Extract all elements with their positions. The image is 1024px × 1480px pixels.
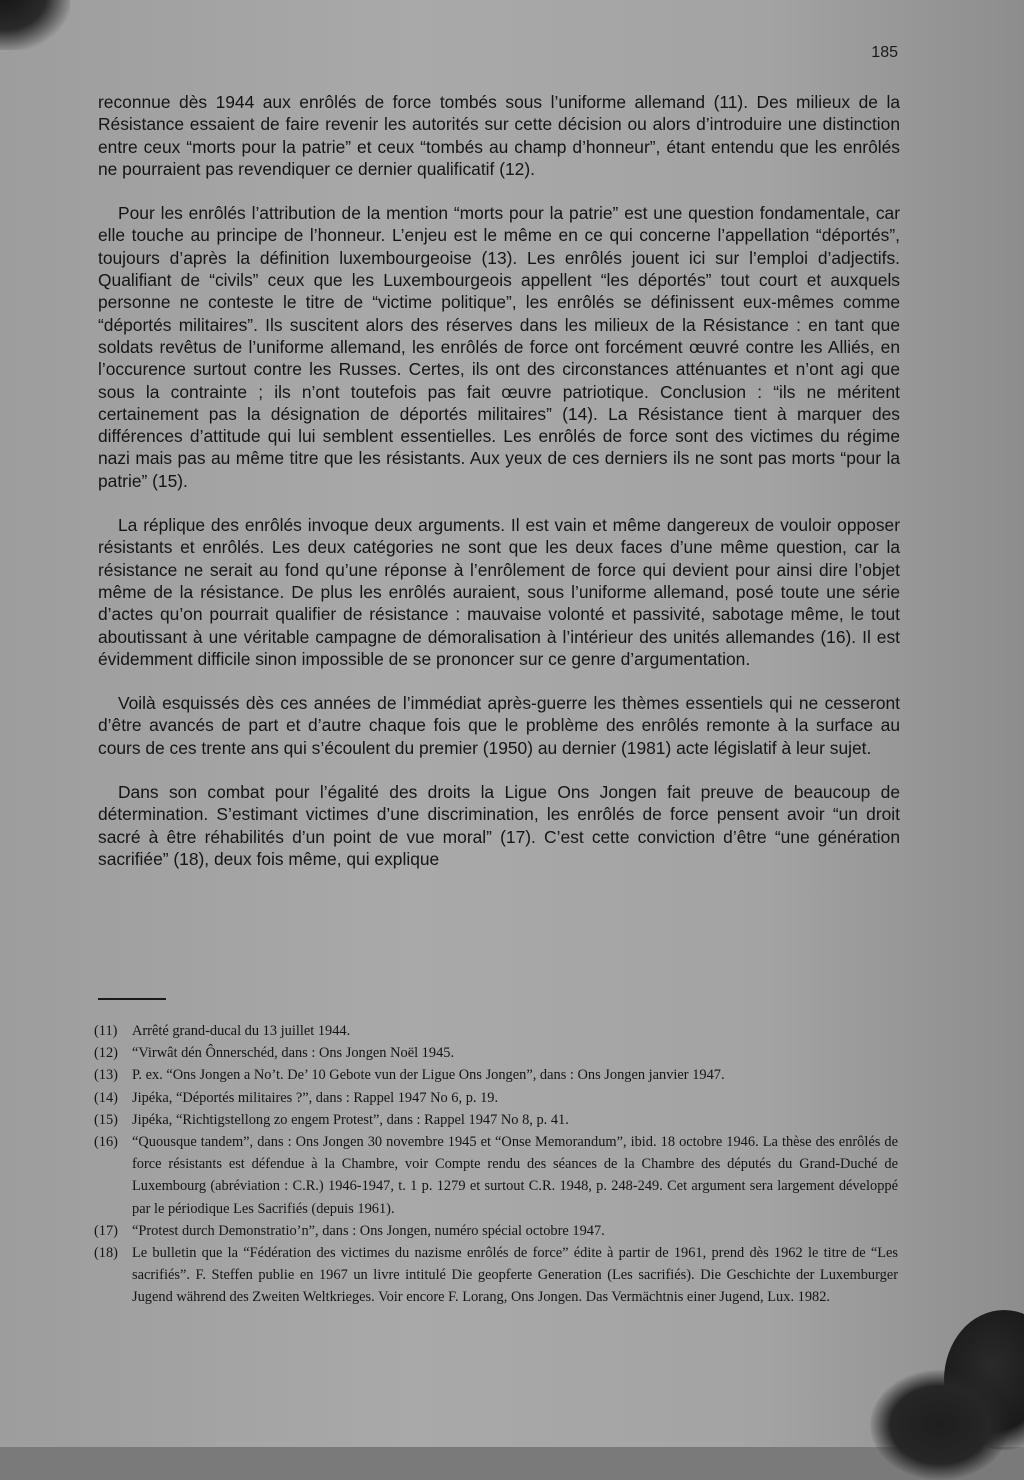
- footnote: [94, 1020, 898, 1042]
- corner-shadow: [0, 0, 70, 50]
- footnote-text: Jipéka, “Richtigstellong zo engem Protest”, dans : Rappel 1947 No 8, p. 41.: [132, 1111, 569, 1128]
- paragraph: La réplique des enrôlés invoque deux arguments. Il est vain et même dangereux de vouloir opposer résistants et enrôlés. Les deux catégories ne sont que les deux faces d’une même question, car la résistance ne serait au fond qu’une réponse à l’enrôlement de force qui devient pour ainsi dire l’objet même de la résistance. De plus les enrôlés auraient, sous l’uniforme allemand, posé toute une série d’actes qu’on pourrait qualifier de résistance : mauvaise volonté et passivité, sabotage même, le tout aboutissant à une véritable campagne de démoralisation à l’intérieur des unités allemandes (16). Il est évidemment difficile sinon impossible de se prononcer sur ce genre d’argumentation.: [98, 515, 900, 669]
- footnote-number: (15): [94, 1111, 118, 1128]
- footnote-separator: [98, 998, 166, 1000]
- footnote-number: (14): [94, 1089, 118, 1106]
- footnote: [94, 1087, 898, 1109]
- footnote-number: (13): [94, 1067, 118, 1084]
- footnote: [94, 1131, 898, 1220]
- paragraph: Voilà esquissés dès ces années de l’immédiat après-guerre les thèmes essentiels qui ne cesseront d’être avancés de part et d’autre chaque fois que le problème des enrôlés remonte à la surface au cours de ces trente ans qui s’écoulent du premier (1950) au dernier (1981) acte législatif à leur sujet.: [98, 693, 900, 758]
- footnotes: [94, 1020, 898, 1309]
- footnote-number: (17): [94, 1222, 118, 1239]
- footnote-number: (16): [94, 1134, 118, 1151]
- paragraph: Dans son combat pour l’égalité des droits la Ligue Ons Jongen fait preuve de beaucoup de détermination. S’estimant victimes d’une discrimination, les enrôlés de force pensent avoir “un droit sacré à être réhabilités d’un point de vue moral” (17). C’est cette conviction d’être “une génération sacrifiée” (18), deux fois même, qui explique: [98, 782, 900, 869]
- footnote-number: (12): [94, 1045, 118, 1062]
- footnote: [94, 1042, 898, 1064]
- footnote-text: Jipéka, “Déportés militaires ?”, dans : Rappel 1947 No 6, p. 19.: [132, 1089, 499, 1106]
- footnote-text: “Quousque tandem”, dans : Ons Jongen 30 novembre 1945 et “Onse Memorandum”, ibid. 18 octobre 1946. La thèse des enrôlés de force résistants est défendue à la Chambre, voir Compte rendu des séances de la Chambre des députés du Grand-Duché de Luxembourg (abréviation : C.R.) 1946-1947, t. 1 p. 1279 et surtout C.R. 1948, p. 248-249. Cet argument sera largement développé par le périodique Les Sacrifiés (depuis 1961).: [132, 1134, 898, 1217]
- paragraph: reconnue dès 1944 aux enrôlés de force tombés sous l’uniforme allemand (11). Des milieux de la Résistance essaient de faire revenir les autorités sur cette décision ou alors d’introduire une distinction entre ceux “morts pour la patrie” et ceux “tombés au champ d’honneur”, étant entendu que les enrôlés ne pourraient pas revendiquer ce dernier qualificatif (12).: [98, 92, 900, 179]
- footnote: [94, 1242, 898, 1309]
- footnote-number: (18): [94, 1245, 118, 1262]
- footnote: [94, 1064, 898, 1086]
- footnote-text: Arrêté grand-ducal du 13 juillet 1944.: [132, 1023, 351, 1039]
- footnote-text: P. ex. “Ons Jongen a No’t. De’ 10 Gebote vun der Ligue Ons Jongen”, dans : Ons Jongen janvier 1947.: [132, 1067, 725, 1084]
- footnote-number: (11): [94, 1023, 118, 1039]
- footnote-text: “Virwât dén Ônnerschéd, dans : Ons Jongen Noël 1945.: [132, 1045, 455, 1062]
- footnote-text: “Protest durch Demonstratio’n”, dans : Ons Jongen, numéro spécial octobre 1947.: [132, 1222, 605, 1239]
- page-number: 185: [871, 44, 898, 61]
- body-text: [98, 91, 900, 892]
- paragraph: Pour les enrôlés l’attribution de la mention “morts pour la patrie” est une question fondamentale, car elle touche au principe de l’honneur. L’enjeu est le même en ce qui concerne l’appellation “déportés”, toujours d’après la définition luxembourgeoise (13). Les enrôlés jouent ici sur l’emploi d’adjectifs. Qualifiant de “civils” ceux que les Luxembourgeois appellent “les déportés” tout court et auxquels personne ne conteste le titre de “victime politique”, les enrôlés se définissent eux-mêmes comme “déportés militaires”. Ils suscitent alors des réserves dans les milieux de la Résistance : en tant que soldats revêtus de l’uniforme allemand, les enrôlés de force ont forcément œuvré contre les Alliés, en l’occurence surtout contre les Russes. Certes, ils ont des circonstances atténuantes et n’ont agi que sous la contrainte ; ils n’ont toutefois pas fait œuvre patriotique. Conclusion : “ils ne méritent certainement pas la désignation de déportés militaires” (14). La Résistance tient à marquer des différences d’attitude qui lui semblent essentielles. Les enrôlés de force sont des victimes du régime nazi mais pas au même titre que les résistants. Aux yeux de ces derniers ils ne sont pas morts “pour la patrie” (15).: [98, 203, 900, 491]
- finger-shadow: [870, 1370, 1010, 1480]
- footnote-text: Le bulletin que la “Fédération des victimes du nazisme enrôlés de force” édite à partir de 1961, prend dès 1962 le titre de “Les sacrifiés”. F. Steffen publie en 1967 un livre intitulé Die geopferte Generation (Les sacrifiés). Die Geschichte der Luxemburger Jugend während des Zweiten Weltkrieges. Voir encore F. Lorang, Ons Jongen. Das Vermächtnis einer Jugend, Lux. 1982.: [132, 1245, 898, 1306]
- footnote: [94, 1109, 898, 1131]
- footnote: [94, 1220, 898, 1242]
